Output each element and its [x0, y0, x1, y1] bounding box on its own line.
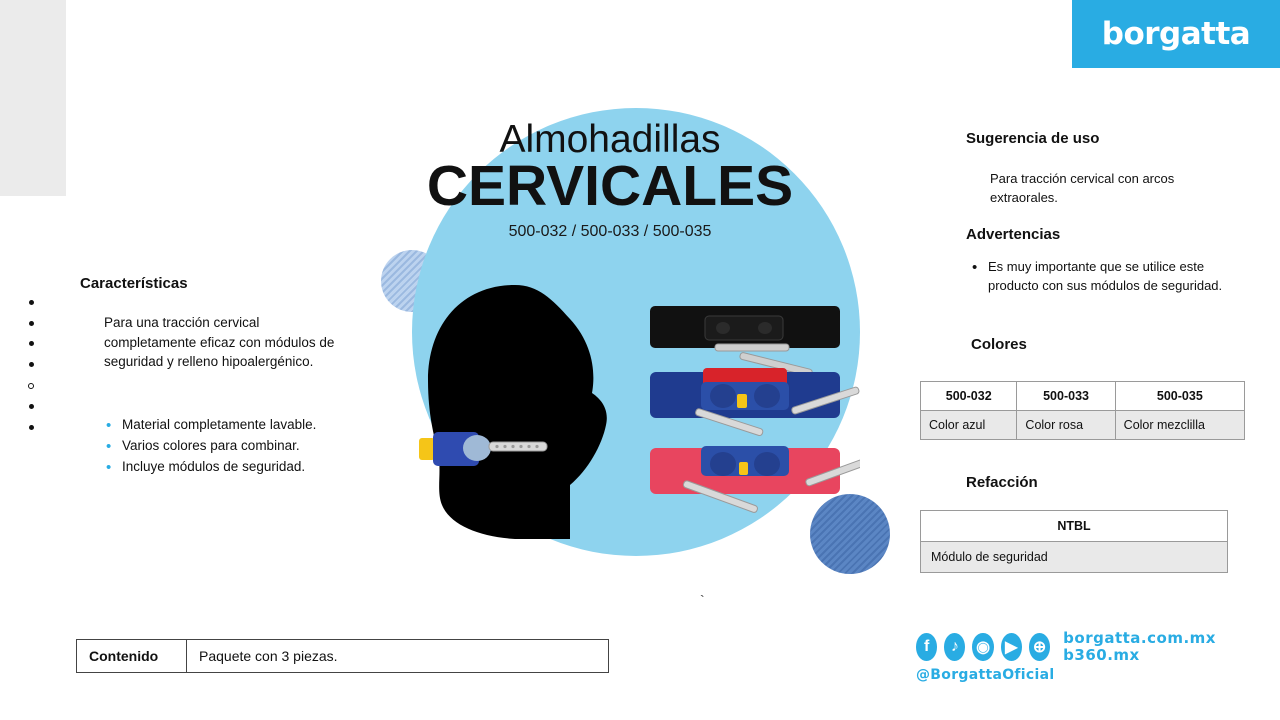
youtube-icon[interactable]: ▶ [1001, 633, 1022, 661]
website-secondary[interactable]: b360.mx [1063, 645, 1140, 664]
list-item: • Es muy importante que se utilice este producto con sus módulos de seguridad. [966, 258, 1228, 296]
dot [29, 300, 34, 305]
head-silhouette-illustration [420, 285, 640, 540]
website-primary[interactable]: borgatta.com.mx [1063, 629, 1216, 647]
dot [29, 321, 34, 326]
table-header-row [921, 382, 1245, 411]
dot-hollow [28, 383, 34, 389]
left-dot-column [26, 300, 36, 430]
dot [29, 341, 34, 346]
table-header-row [921, 511, 1228, 542]
product-codes: 500-032 / 500-033 / 500-035 [508, 222, 712, 240]
brand-logo [1072, 0, 1280, 68]
colores-heading: Colores [971, 336, 1027, 353]
column-header: 500-033 [1017, 382, 1115, 411]
table-row [77, 640, 609, 673]
column-header: NTBL [921, 511, 1228, 542]
product-photo-group [645, 300, 860, 530]
instagram-icon[interactable]: ◉ [972, 633, 993, 661]
globe-icon[interactable]: ⊕ [1029, 633, 1050, 661]
list-item: • Material completamente lavable. [104, 415, 374, 436]
refaccion-heading: Refacción [966, 474, 1038, 491]
caracteristicas-heading: Características [80, 275, 188, 292]
refaccion-table [920, 510, 1228, 573]
advertencias-list [966, 258, 1228, 296]
tiktok-icon[interactable]: ♪ [944, 633, 965, 661]
caracteristicas-paragraph: Para una tracción cervical completamente eficaz con módulos de seguridad y relleno hipoalergénico. [104, 315, 335, 370]
table-row [921, 542, 1228, 573]
contenido-table [76, 639, 609, 673]
table-cell: Color azul [921, 411, 1017, 440]
dot [29, 362, 34, 367]
colors-table [920, 381, 1245, 440]
table-row [921, 411, 1245, 440]
social-handle: @BorgattaOficial [916, 667, 1055, 683]
advertencias-heading: Advertencias [966, 226, 1061, 243]
column-header: 500-032 [921, 382, 1017, 411]
title-line-1: Almohadillas [499, 118, 721, 161]
footer-social [916, 630, 1216, 700]
sugerencia-heading: Sugerencia de uso [966, 130, 1100, 147]
title-line-2: CERVICALES [426, 154, 794, 218]
facebook-icon[interactable]: f [916, 633, 937, 661]
left-grey-band [0, 0, 66, 196]
table-cell: Módulo de seguridad [921, 542, 1228, 573]
title-block [395, 120, 825, 241]
list-item: • Varios colores para combinar. [104, 436, 374, 457]
sugerencia-text: Para tracción cervical con arcos extraorales. [990, 171, 1175, 205]
table-cell: Color mezclilla [1115, 411, 1244, 440]
contenido-label: Contenido [77, 640, 187, 673]
table-cell: Color rosa [1017, 411, 1115, 440]
dot [29, 404, 34, 409]
dot [29, 425, 34, 430]
brand-name: borgatta [1101, 16, 1251, 52]
tick-mark: ` [700, 592, 705, 608]
contenido-value: Paquete con 3 piezas. [187, 640, 609, 673]
list-item: • Incluye módulos de seguridad. [104, 457, 374, 478]
caracteristicas-bullet-list [104, 415, 374, 478]
column-header: 500-035 [1115, 382, 1244, 411]
